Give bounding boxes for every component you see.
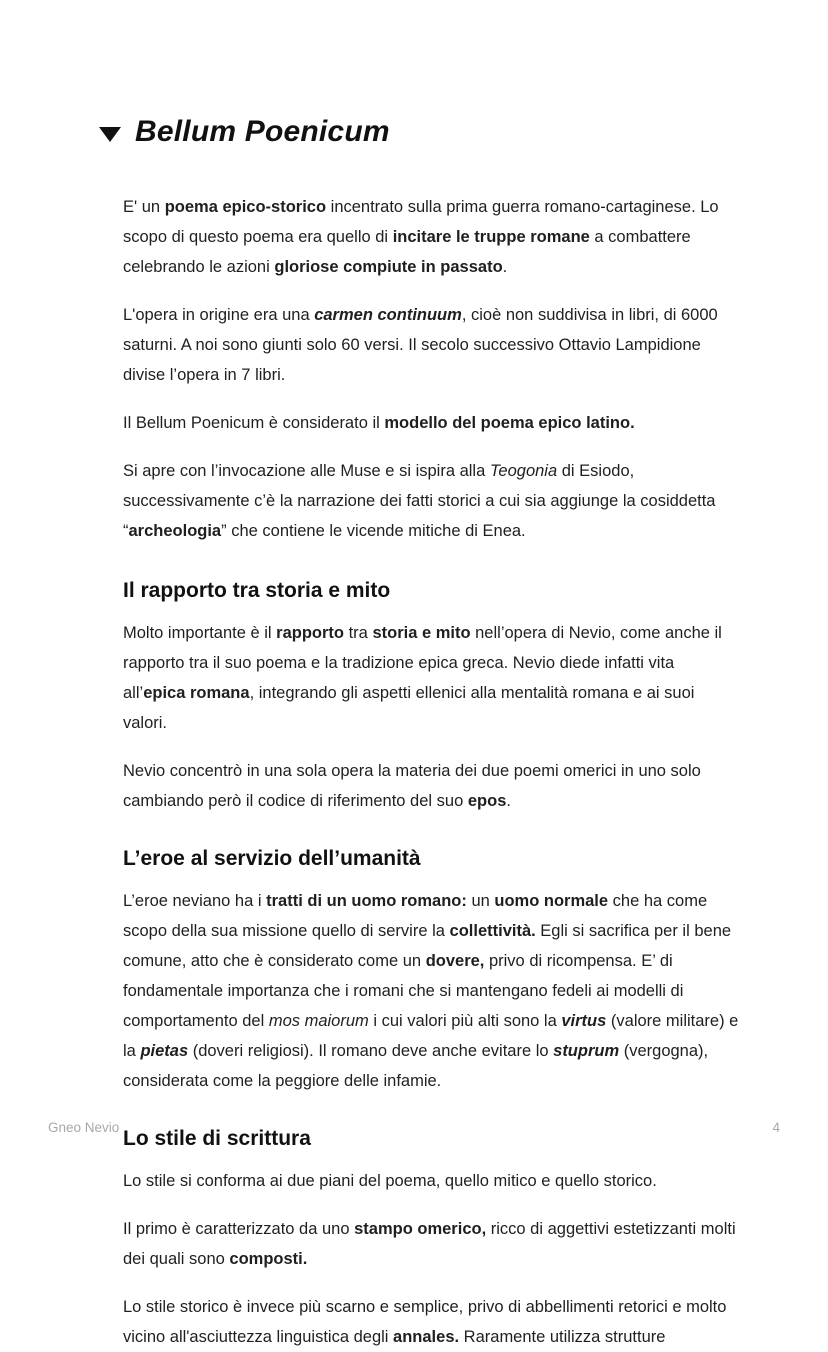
text-run: Raramente utilizza strutture [459, 1328, 666, 1347]
text-run: . [502, 257, 508, 276]
bold-italic-text: stuprum [553, 1042, 620, 1061]
bold-text: stampo omerico, [354, 1220, 487, 1239]
page-title: Bellum Poenicum [135, 115, 390, 149]
bold-text: gloriose compiute in passato [274, 257, 503, 276]
text-run: privo di ricompensa. E’ di fondamentale importanza che i romani che si mantengano fedeli ai modelli di comportamento del [123, 952, 684, 1031]
bold-text: collettività. [449, 922, 536, 941]
text-run: (doveri religiosi). Il romano deve anche evitare lo [188, 1042, 554, 1061]
text-run: Lo stile storico è invece più scarno e semplice, privo di abbellimenti retorici e molto vicino all'asciuttezza linguistica degli [123, 1298, 727, 1347]
text-run: (valore militare) e la [123, 1012, 739, 1061]
paragraph [123, 756, 739, 816]
bold-text: rapporto [276, 623, 344, 642]
document-body [99, 95, 739, 1352]
bold-text: archeologia [128, 521, 222, 540]
text-run: incentrato sulla prima guerra romano-cartaginese. Lo scopo di questo poema era quello di [123, 197, 719, 246]
text-run: Nevio concentrò in una sola opera la materia dei due poemi omerici in uno solo cambiando però il codice di riferimento del suo [123, 761, 701, 810]
text-run: tra [344, 623, 373, 642]
document-sections [99, 192, 739, 1352]
bold-text: incitare le truppe romane [392, 227, 590, 246]
bold-italic-text: pietas [140, 1042, 189, 1061]
bold-text: tratti di un uomo romano: [266, 892, 467, 911]
paragraph [123, 886, 739, 1096]
text-run: ricco di aggettivi estetizzanti molti dei quali sono [123, 1220, 736, 1269]
paragraph [123, 618, 739, 738]
bold-text: epos [467, 791, 507, 810]
bold-text: dovere, [425, 952, 485, 971]
text-run: di Esiodo, successivamente c’è la narrazione dei fatti storici a cui sia aggiunge la cosiddetta “ [123, 461, 716, 540]
document-title-row[interactable] [99, 95, 739, 170]
footer-page-number: 4 [772, 1120, 780, 1135]
text-run: , cioè non suddivisa in libri, di 6000 saturni. A noi sono giunti solo 60 versi. Il secolo successivo Ottavio Lampidione divise l’opera in 7 libri. [123, 305, 718, 384]
bold-text: epica romana [143, 683, 250, 702]
italic-text: Teogonia [489, 461, 558, 480]
paragraph [123, 1214, 739, 1274]
bold-text: poema epico-storico [164, 197, 327, 216]
text-run: Il Bellum Poenicum è considerato il [123, 413, 385, 432]
bold-italic-text: virtus [561, 1012, 607, 1031]
paragraph [123, 192, 739, 282]
text-run: . [506, 791, 511, 810]
text-run: un [466, 892, 495, 911]
text-run: Egli si sacrifica per il bene comune, atto che è considerato come un [123, 922, 732, 971]
text-run: L’eroe neviano ha i [123, 892, 267, 911]
section-heading: L’eroe al servizio dell’umanità [123, 846, 421, 870]
text-run: Lo stile si conforma ai due piani del poema, quello mitico e quello storico. [123, 1172, 657, 1191]
bold-text: modello del poema epico latino. [384, 413, 635, 432]
text-run: Il primo è caratterizzato da uno [123, 1220, 355, 1239]
bold-text: composti. [229, 1250, 308, 1269]
footer-label: Gneo Nevio [48, 1120, 120, 1135]
text-run: i cui valori più alti sono la [368, 1012, 562, 1031]
bold-italic-text: carmen continuum [314, 305, 462, 324]
text-run: ” che contiene le vicende mitiche di Enea. [221, 521, 526, 540]
text-run: (vergogna), considerata come la peggiore delle infamie. [123, 1042, 709, 1091]
page-footer [48, 1120, 780, 1135]
paragraph [123, 300, 739, 390]
section-heading: Il rapporto tra storia e mito [123, 578, 391, 602]
text-run: nell’opera di Nevio, come anche il rapporto tra il suo poema e la tradizione epica greca. Nevio diede infatti vita all’ [123, 623, 722, 702]
paragraph [123, 1292, 739, 1352]
bold-text: storia e mito [372, 623, 471, 642]
text-run: a combattere celebrando le azioni [123, 227, 691, 276]
bold-text: uomo normale [494, 892, 609, 911]
text-run: E' un [123, 197, 165, 216]
text-run: , integrando gli aspetti ellenici alla mentalità romana e ai suoi valori. [123, 683, 695, 732]
section-heading: Lo stile di scrittura [123, 1127, 311, 1151]
italic-text: mos maiorum [268, 1012, 369, 1031]
text-run: Molto importante è il [123, 623, 277, 642]
triangle-down-icon[interactable] [99, 127, 121, 142]
text-run: Si apre con l’invocazione alle Muse e si ispira alla [123, 461, 490, 480]
bold-text: annales. [393, 1328, 460, 1347]
text-run: che ha come scopo della sua missione quello di servire la [123, 892, 708, 941]
paragraph [123, 408, 739, 438]
paragraph [123, 456, 739, 546]
text-run: L'opera in origine era una [123, 305, 315, 324]
